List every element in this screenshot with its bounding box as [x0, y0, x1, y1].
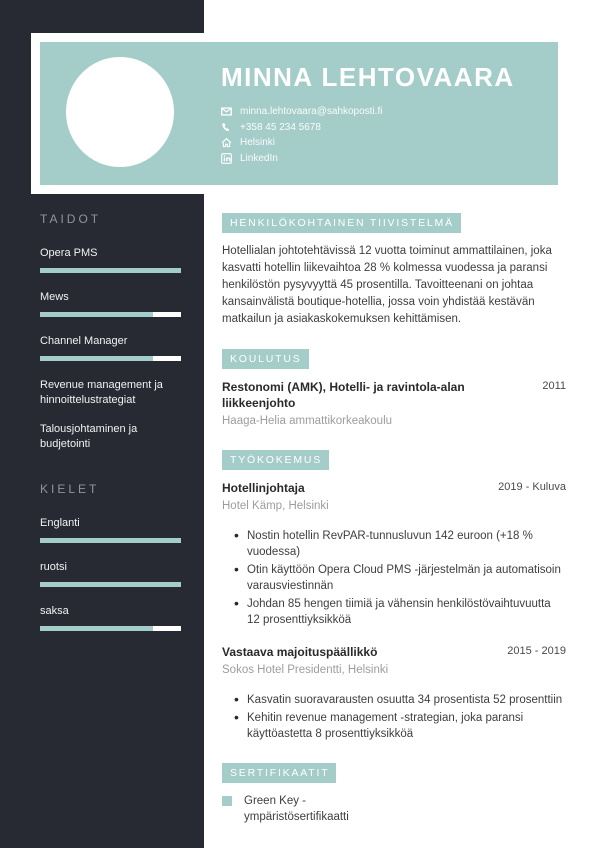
degree-title: Restonomi (AMK), Hotelli- ja ravintola-alan liikkeenjohto [222, 380, 465, 410]
language-item [40, 516, 182, 543]
language-label: ruotsi [40, 561, 67, 573]
skill-label: Revenue management ja hinnoittelustrategiat [40, 379, 163, 406]
education-section [222, 349, 566, 429]
skill-item [40, 290, 182, 317]
certification-label: Green Key - ympäristösertifikaatti [244, 795, 349, 823]
skill-bar-fill [40, 268, 181, 273]
skills-section-title: TAIDOT [40, 212, 102, 226]
contact-linkedin[interactable] [221, 153, 551, 164]
language-bar-fill [40, 626, 153, 631]
skill-bar-fill [40, 312, 153, 317]
skill-item [40, 246, 182, 273]
contact-email [221, 106, 551, 117]
certification-item [222, 793, 382, 825]
main-content [222, 213, 566, 846]
summary-text: Hotellialan johtotehtävissä 12 vuotta toiminut ammattilainen, joka kasvatti hotellin liikevaihtoa 28 % kolmessa vuodessa ja paransi henkilöstön pysyvyyttä 45 prosentilla. Tavoitteenani on johtaa kansainvälistä boutique-hotellia, jossa voin yhdistää kestävän matkailun ja asiakaskokemuksen kehittämisen. [222, 245, 552, 325]
linkedin-icon [221, 153, 232, 164]
education-dates: 2011 [542, 380, 566, 392]
skill-label: Mews [40, 291, 69, 303]
skill-bar-track [40, 312, 181, 317]
job-title: Vastaava majoituspäällikkö [222, 645, 378, 659]
job-dates: 2015 - 2019 [507, 645, 566, 657]
experience-section [222, 450, 566, 742]
job-company: Sokos Hotel Presidentti, Helsinki [222, 664, 389, 676]
phone-icon [221, 122, 232, 133]
email-icon [221, 106, 232, 117]
language-label: Englanti [40, 517, 80, 529]
contact-location [221, 137, 551, 148]
language-item [40, 604, 182, 631]
job-bullet: • Otin käyttöön Opera Cloud PMS -järjestelmän ja automatisoin varausviestinnän [222, 562, 566, 594]
experience-heading: TYÖKOKEMUS [222, 450, 329, 470]
job-dates: 2019 - Kuluva [498, 481, 566, 493]
job-bullet: • Kasvatin suoravarausten osuutta 34 prosentista 52 prosenttiin [222, 692, 566, 708]
skill-item [40, 334, 182, 361]
education-school: Haaga-Helia ammattikorkeakoulu [222, 415, 393, 427]
languages-section-title: KIELET [40, 482, 100, 496]
skill-label: Channel Manager [40, 335, 128, 347]
square-bullet-icon [222, 796, 232, 806]
skill-bar-track [40, 268, 181, 273]
language-bar-track [40, 582, 181, 587]
home-icon [221, 137, 232, 148]
language-bar-track [40, 626, 181, 631]
skill-bar-fill [40, 356, 153, 361]
contact-linkedin-label: LinkedIn [240, 152, 278, 164]
education-heading: KOULUTUS [222, 349, 309, 369]
contact-location-label: Helsinki [240, 137, 276, 148]
certification-list [222, 793, 566, 825]
avatar [66, 57, 174, 167]
education-entry [222, 379, 566, 429]
skill-item [40, 422, 182, 452]
page-title: MINNA LEHTOVAARA [221, 62, 515, 92]
skill-label: Talousjohtaminen ja budjetointi [40, 423, 138, 450]
header-banner [31, 33, 567, 194]
summary-section [222, 213, 566, 328]
skill-label: Opera PMS [40, 247, 98, 259]
skill-item [40, 378, 182, 408]
contact-phone [221, 122, 551, 133]
skill-bar-track [40, 356, 181, 361]
job-bullet: • Johdan 85 hengen tiimiä ja vähensin henkilöstövaihtuvuutta 12 prosenttiyksikköä [222, 596, 566, 628]
contact-email-label: minna.lehtovaara@sahkoposti.fi [240, 106, 383, 117]
language-label: saksa [40, 605, 69, 617]
experience-entry [222, 644, 566, 742]
contact-list [221, 106, 551, 164]
job-company: Hotel Kämp, Helsinki [222, 500, 329, 512]
job-bullet: • Kehitin revenue management -strategian, joka paransi käyttöastetta 8 prosenttiyksikköä [222, 710, 566, 742]
language-bar-fill [40, 582, 181, 587]
language-bar-track [40, 538, 181, 543]
job-bullet-list [222, 692, 566, 742]
job-bullet: • Nostin hotellin RevPAR-tunnusluvun 142 euroon (+18 % vuodessa) [222, 528, 566, 560]
contact-phone-label: +358 45 234 5678 [240, 121, 321, 133]
summary-heading: HENKILÖKOHTAINEN TIIVISTELMÄ [222, 213, 461, 233]
job-title: Hotellinjohtaja [222, 481, 305, 495]
job-bullet-list [222, 528, 566, 628]
experience-entry [222, 480, 566, 628]
certifications-section [222, 763, 566, 825]
language-item [40, 560, 182, 587]
certifications-heading: SERTIFIKAATIT [222, 763, 336, 783]
language-bar-fill [40, 538, 181, 543]
